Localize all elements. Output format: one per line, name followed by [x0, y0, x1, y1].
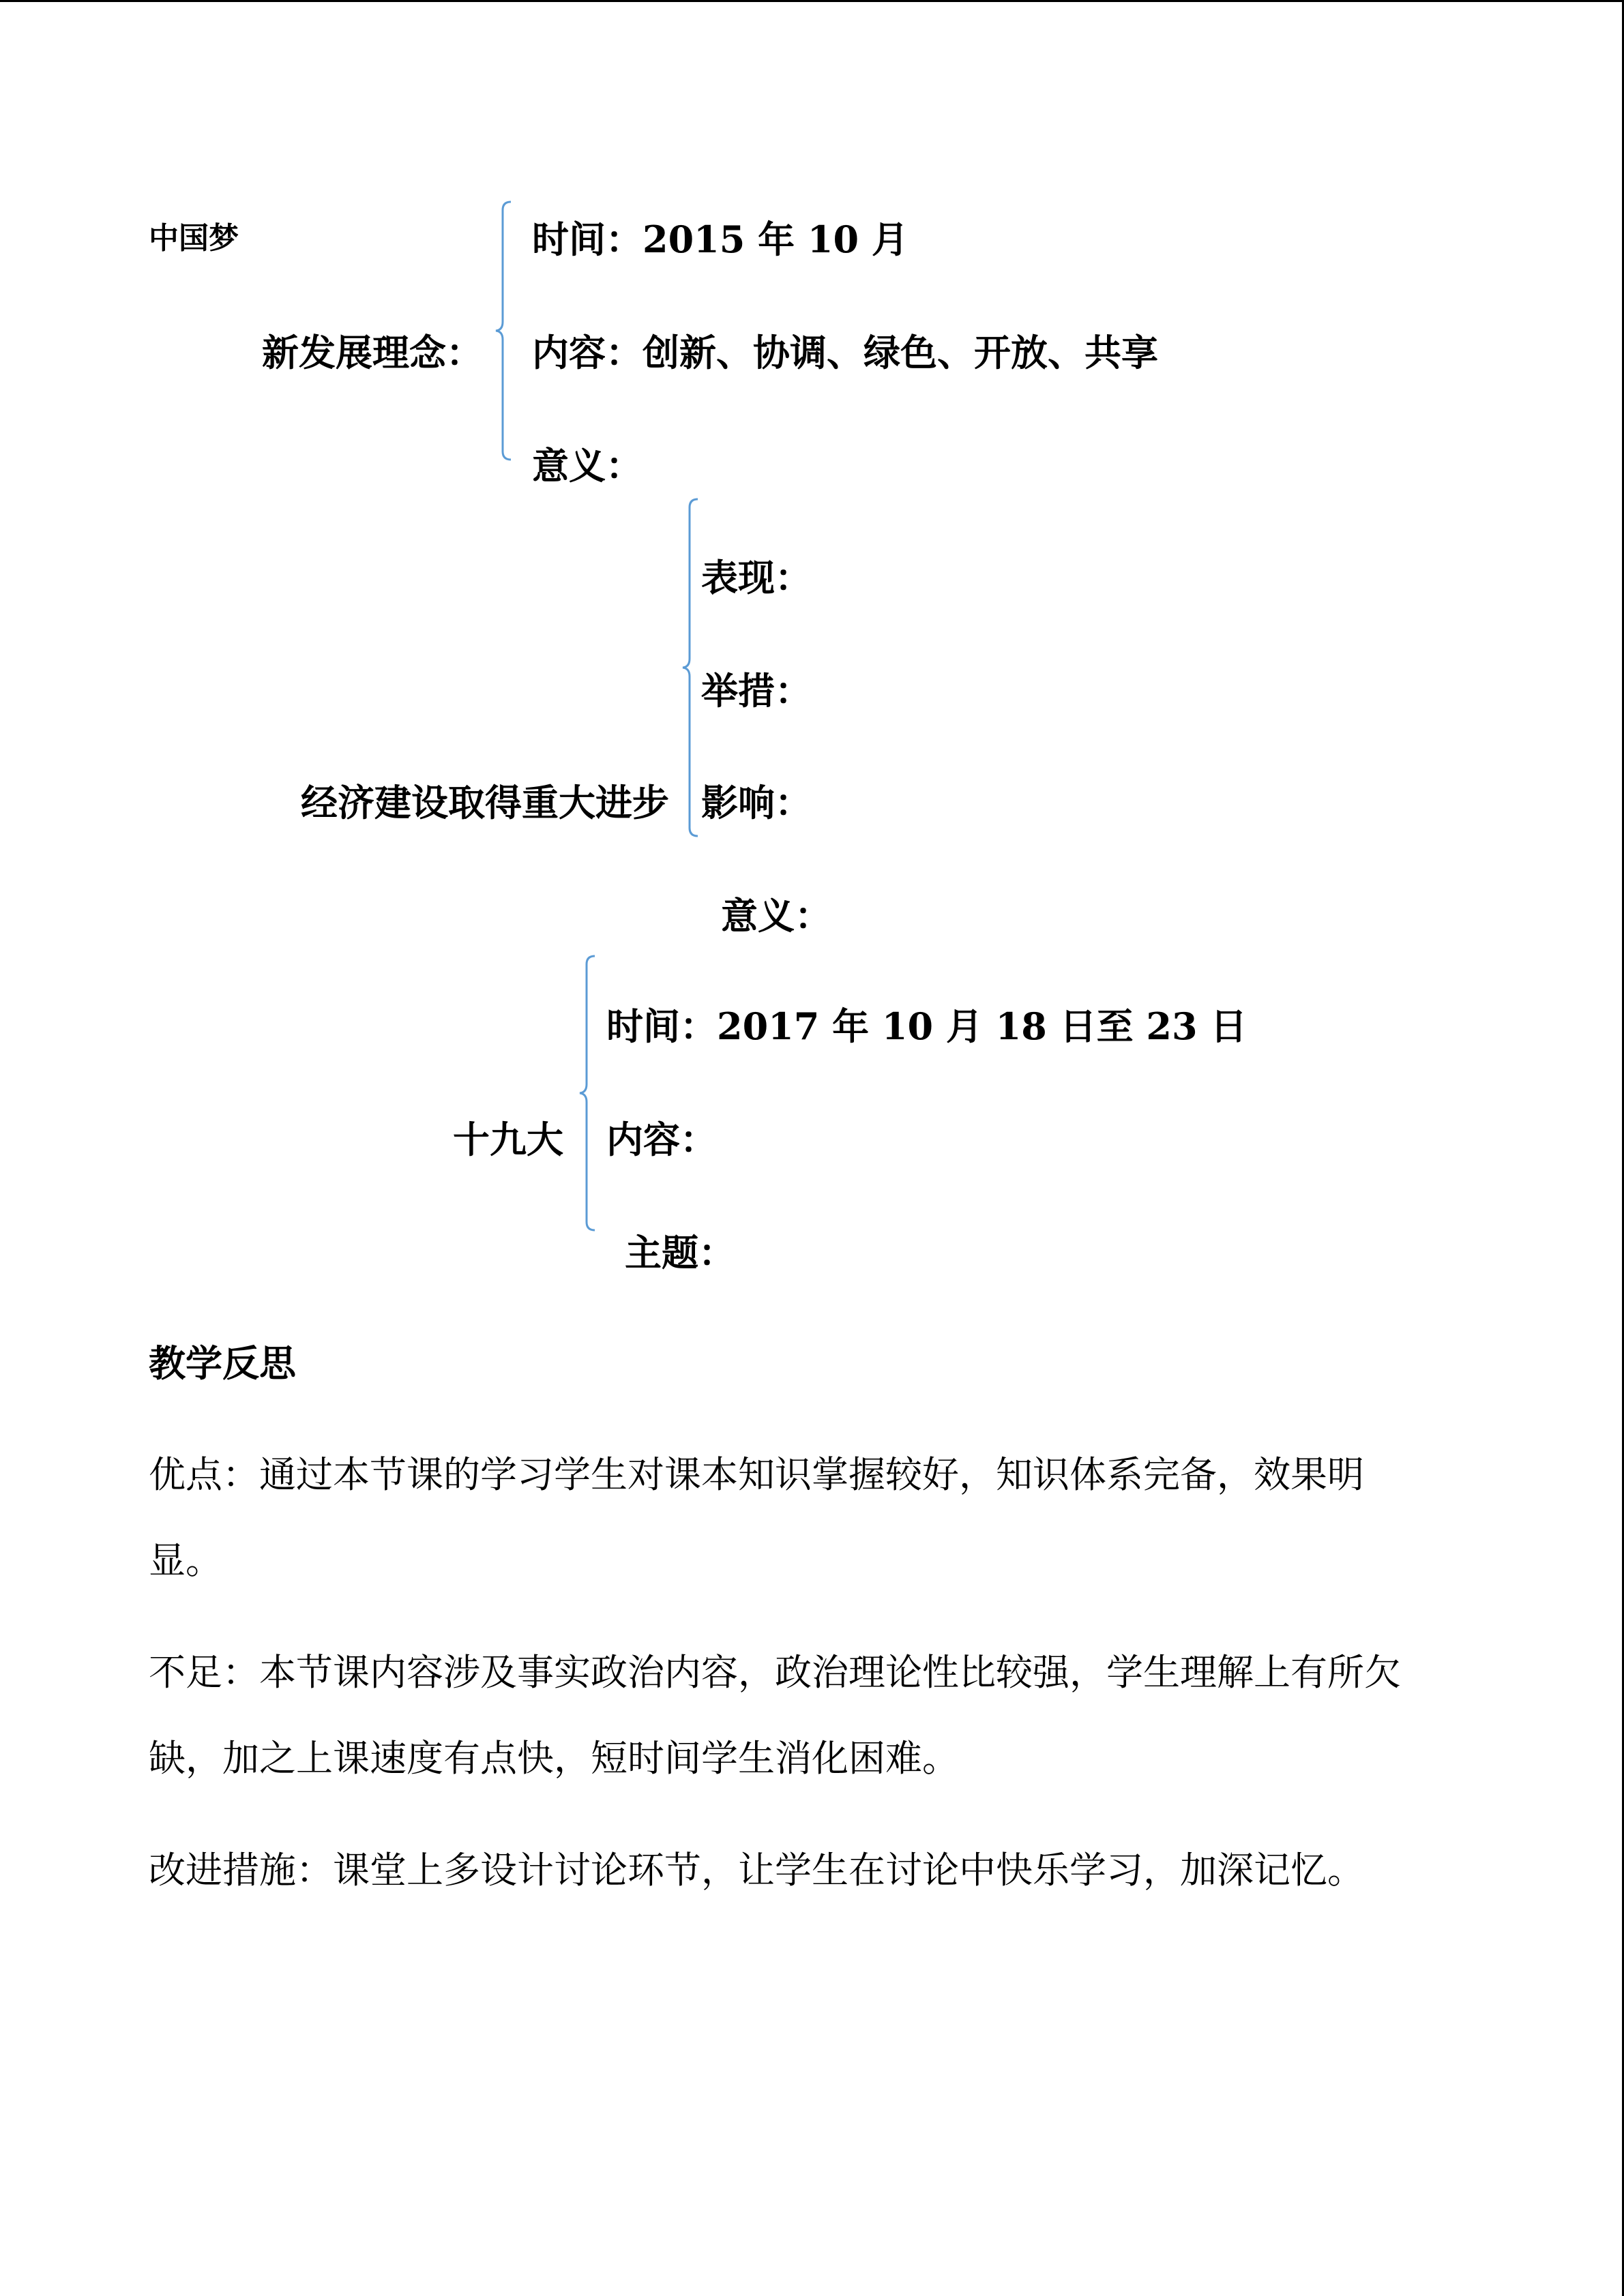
new-concept-time: 时间：2015 年 10 月 [532, 218, 909, 261]
congress19-time: 时间：2017 年 10 月 18 日至 23 日 [606, 1004, 1247, 1048]
congress19-content: 内容： [606, 1118, 717, 1161]
advantages-line-2: 显。 [149, 1539, 222, 1582]
improvements-line: 改进措施：课堂上多设计讨论环节，让学生在讨论中快乐学习，加深记忆。 [149, 1849, 1364, 1892]
congress19-brace [578, 955, 599, 1233]
economy-label: 经济建设取得重大进步 [301, 781, 669, 824]
economy-impact: 影响： [701, 781, 812, 824]
advantages-line-1: 优点：通过本节课的学习学生对课本知识掌握较好，知识体系完备，效果明 [149, 1453, 1364, 1496]
new-concept-brace [494, 200, 515, 462]
china-dream-label: 中国梦 [149, 221, 239, 256]
new-concept-significance: 意义： [532, 444, 643, 488]
economy-significance: 意义： [721, 894, 831, 938]
congress19-label: 十九大 [453, 1118, 563, 1161]
new-concept-content: 内容：创新、协调、绿色、开放、共享 [532, 331, 1158, 374]
shortcomings-line-1: 不足：本节课内容涉及事实政治内容，政治理论性比较强，学生理解上有所欠 [149, 1651, 1401, 1694]
reflection-heading: 教学反思 [149, 1341, 296, 1385]
new-concept-label: 新发展理念： [262, 331, 483, 374]
economy-performance: 表现： [701, 556, 812, 599]
economy-brace [681, 498, 702, 839]
shortcomings-line-2: 缺，加之上课速度有点快，短时间学生消化困难。 [149, 1737, 959, 1780]
economy-measures: 举措： [701, 669, 812, 713]
congress19-theme: 主题： [625, 1231, 735, 1274]
